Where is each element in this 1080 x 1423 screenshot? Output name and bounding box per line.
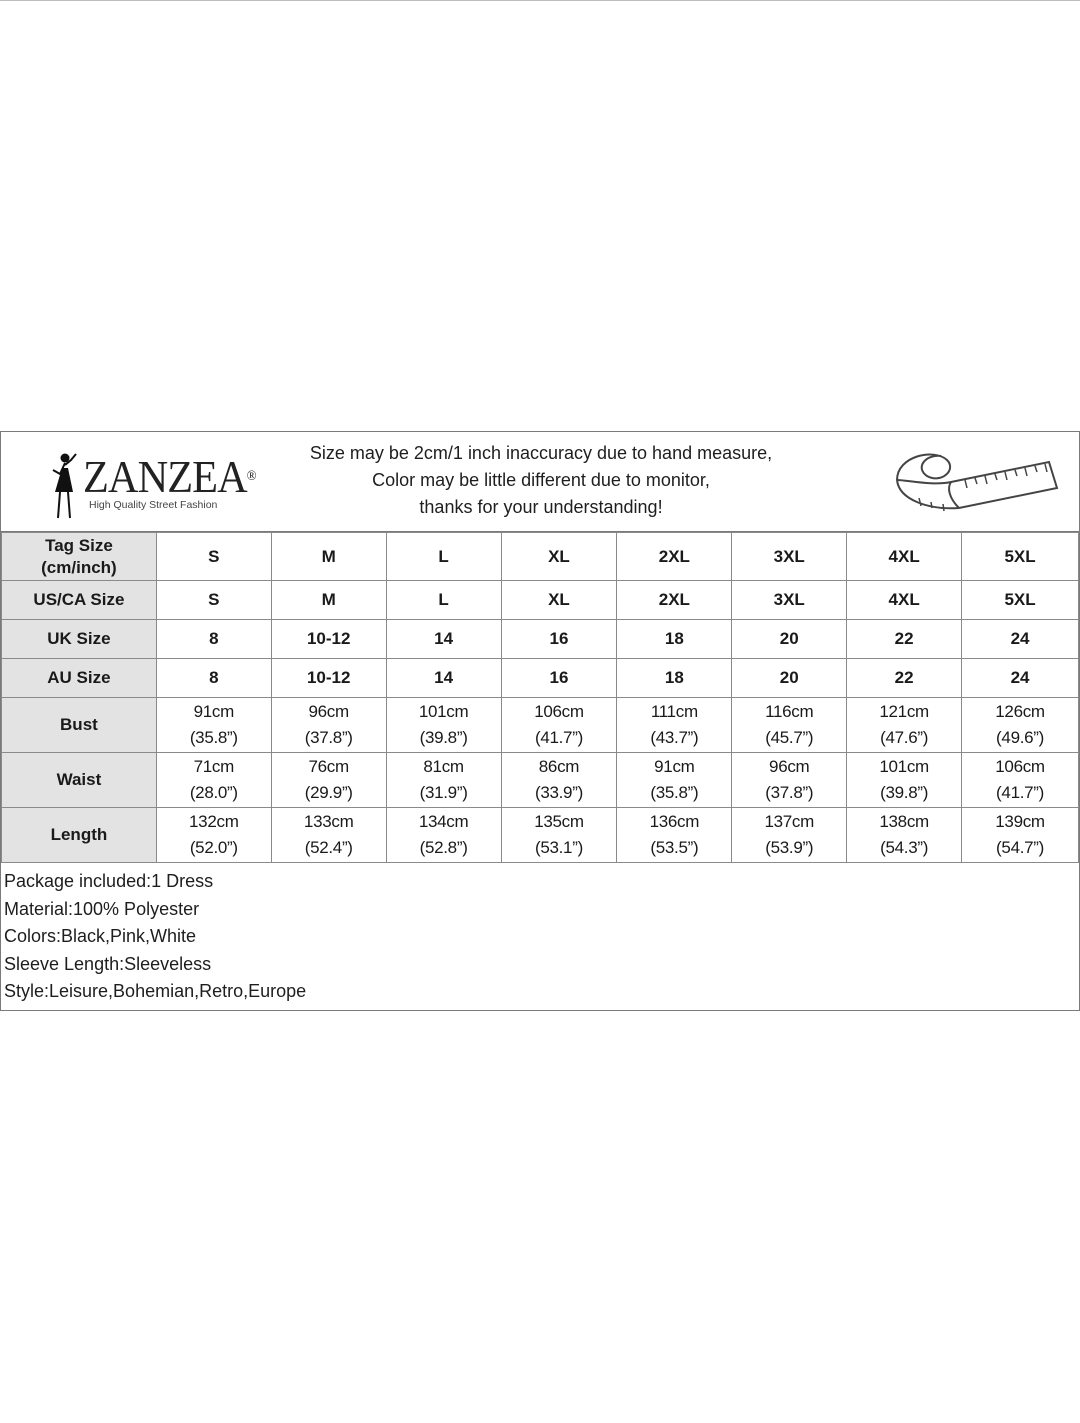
row-label (2, 659, 157, 698)
size-cell: 14 (386, 659, 501, 698)
top-divider (0, 0, 1080, 1)
measure-cell (732, 698, 847, 753)
size-chart (0, 431, 1080, 1011)
notice-line: Size may be 2cm/1 inch inaccuracy due to hand measure, (309, 443, 773, 463)
measure-inch: (39.8”) (880, 783, 929, 802)
size-cell: 8 (156, 659, 271, 698)
row-label (2, 620, 157, 659)
row-label (2, 533, 157, 581)
measure-cell (501, 698, 617, 753)
measure-inch: (43.7”) (650, 728, 699, 747)
size-cell: L (386, 581, 501, 620)
measure-inch: (49.6”) (996, 728, 1045, 747)
size-cell: 3XL (732, 533, 847, 581)
measure-cm: 136cm (649, 812, 700, 831)
size-cell: 16 (501, 659, 617, 698)
measure-label: Waist (2, 753, 157, 808)
measure-inch: (35.8”) (189, 728, 238, 747)
measure-inch: (45.7”) (765, 728, 814, 747)
row-label-subtext: (cm/inch) (41, 557, 117, 577)
notice-text (291, 440, 791, 521)
size-cell: 24 (962, 659, 1079, 698)
measure-inch: (52.8”) (419, 838, 468, 857)
size-cell: 10-12 (271, 659, 386, 698)
measure-cm: 135cm (534, 812, 584, 831)
measure-cell (271, 808, 386, 863)
measure-cell (617, 808, 732, 863)
row-label-text: AU Size (47, 668, 111, 687)
size-cell: 24 (962, 620, 1079, 659)
brand-logo (49, 440, 279, 524)
measure-row (2, 808, 1079, 863)
size-cell: 10-12 (271, 620, 386, 659)
measure-inch: (37.8”) (765, 783, 814, 802)
measure-cell (847, 808, 962, 863)
measure-cell (501, 753, 617, 808)
size-cell: 8 (156, 620, 271, 659)
measure-cell (847, 698, 962, 753)
measure-row (2, 753, 1079, 808)
row-label-text: UK Size (47, 629, 111, 648)
measure-cm: 91cm (654, 757, 695, 776)
measure-inch: (53.5”) (650, 838, 699, 857)
measure-label: Length (2, 808, 157, 863)
measuring-tape-icon (889, 438, 1065, 524)
measure-inch: (52.4”) (304, 838, 353, 857)
size-cell: M (271, 581, 386, 620)
material-info: Material:100% Polyester (4, 898, 200, 919)
size-cell: 3XL (732, 581, 847, 620)
measure-cell (617, 753, 732, 808)
measure-inch: (41.7”) (534, 728, 583, 747)
size-cell: 5XL (962, 533, 1079, 581)
size-row (2, 581, 1079, 620)
measure-cell (617, 698, 732, 753)
sleeve-info: Sleeve Length:Sleeveless (4, 953, 212, 974)
measure-inch: (54.3”) (880, 838, 929, 857)
measure-cell (156, 753, 271, 808)
measure-label: Bust (2, 698, 157, 753)
measure-cm: 76cm (308, 757, 349, 776)
measure-cm: 71cm (193, 757, 234, 776)
size-cell: 18 (617, 620, 732, 659)
measure-row (2, 698, 1079, 753)
size-table (1, 532, 1079, 863)
size-cell: 16 (501, 620, 617, 659)
size-cell: 2XL (617, 533, 732, 581)
measure-cm: 132cm (189, 812, 239, 831)
size-row (2, 659, 1079, 698)
measure-cm: 96cm (308, 702, 349, 721)
brand-tagline: High Quality Street Fashion (89, 499, 218, 511)
size-cell: 2XL (617, 581, 732, 620)
size-cell: 5XL (962, 581, 1079, 620)
size-cell: 4XL (847, 533, 962, 581)
size-cell: S (156, 533, 271, 581)
measure-cm: 139cm (995, 812, 1045, 831)
size-cell: S (156, 581, 271, 620)
measure-cell (962, 698, 1079, 753)
measure-inch: (29.9”) (304, 783, 353, 802)
size-row (2, 533, 1079, 581)
measure-cell (962, 753, 1079, 808)
measure-cell (386, 698, 501, 753)
measure-cm: 111cm (650, 702, 698, 721)
measure-inch: (35.8”) (650, 783, 699, 802)
measure-cell (156, 698, 271, 753)
measure-inch: (53.9”) (765, 838, 814, 857)
measure-cm: 96cm (769, 757, 810, 776)
measure-cell (271, 698, 386, 753)
size-cell: XL (501, 533, 617, 581)
chart-header (1, 432, 1079, 532)
measure-cm: 91cm (193, 702, 234, 721)
measure-inch: (47.6”) (880, 728, 929, 747)
measure-cm: 116cm (765, 702, 814, 721)
size-cell: 22 (847, 620, 962, 659)
size-cell: 22 (847, 659, 962, 698)
measure-inch: (53.1”) (534, 838, 583, 857)
product-details (4, 868, 306, 1006)
measure-cm: 133cm (303, 812, 354, 831)
measure-inch: (39.8”) (419, 728, 468, 747)
size-cell: 20 (732, 659, 847, 698)
row-label-text: US/CA Size (33, 590, 125, 609)
measure-cell (271, 753, 386, 808)
notice-line: Color may be little different due to monitor, (372, 470, 710, 490)
measure-cell (386, 808, 501, 863)
measure-cm: 126cm (995, 702, 1045, 721)
row-label (2, 581, 157, 620)
measure-inch: (54.7”) (996, 838, 1045, 857)
notice-line: thanks for your understanding! (419, 497, 663, 517)
package-info: Package included:1 Dress (4, 871, 214, 891)
measure-cm: 81cm (423, 757, 464, 776)
colors-info: Colors:Black,Pink,White (4, 926, 197, 946)
measure-cm: 138cm (879, 812, 929, 831)
measure-cm: 86cm (538, 757, 580, 776)
measure-cm: 121cm (879, 702, 929, 721)
size-cell: L (386, 533, 501, 581)
measure-cm: 137cm (764, 812, 814, 831)
measure-cm: 106cm (995, 757, 1045, 776)
measure-cell (501, 808, 617, 863)
size-cell: 18 (617, 659, 732, 698)
measure-inch: (52.0”) (189, 838, 238, 857)
measure-inch: (28.0”) (189, 783, 238, 802)
measure-inch: (31.9”) (419, 783, 468, 802)
measure-cm: 106cm (534, 702, 584, 721)
measure-cell (386, 753, 501, 808)
measure-cm: 101cm (418, 702, 469, 721)
size-row (2, 620, 1079, 659)
size-cell: 20 (732, 620, 847, 659)
measure-inch: (41.7”) (996, 783, 1045, 802)
measure-inch: (37.8”) (304, 728, 353, 747)
measure-cell (156, 808, 271, 863)
size-cell: 4XL (847, 581, 962, 620)
size-cell: XL (501, 581, 617, 620)
measure-cm: 101cm (879, 757, 929, 776)
brand-name: ZANZEA® (83, 451, 256, 502)
row-label-text: Tag Size (45, 535, 113, 555)
style-info: Style:Leisure,Bohemian,Retro,Europe (4, 981, 307, 1001)
measure-inch: (33.9”) (534, 783, 583, 802)
measure-cell (847, 753, 962, 808)
measure-cm: 134cm (418, 812, 469, 831)
measure-cell (732, 753, 847, 808)
size-cell: M (271, 533, 386, 581)
measure-cell (732, 808, 847, 863)
measure-cell (962, 808, 1079, 863)
size-cell: 14 (386, 620, 501, 659)
